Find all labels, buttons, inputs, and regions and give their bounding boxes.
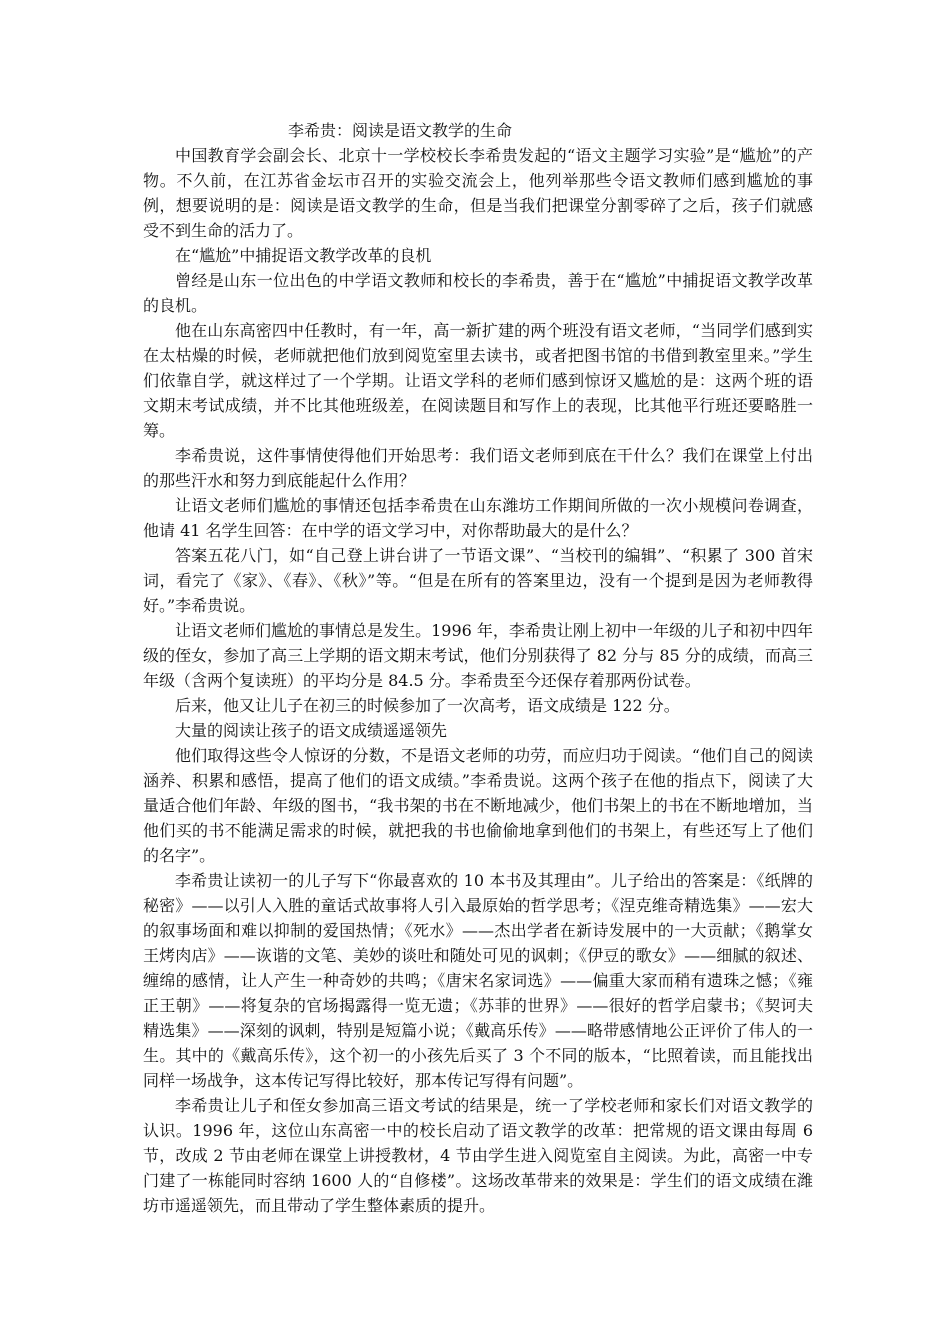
document-title: 李希贵：阅读是语文教学的生命 — [288, 121, 513, 140]
section-heading: 在“尴尬”中捕捉语文教学改革的良机 — [175, 246, 432, 265]
body-paragraph: 李希贵让读初一的儿子写下“你最喜欢的 10 本书及其理由”。儿子给出的答案是：《纸牌的秘密》——以引人入胜的童话式故事将人引入最原始的哲学思考；《涅克维奇精选集》——宏大的叙事场面和难以抑制的爱国热情；《死水》——杰出学者在新诗发展中的一大贡献；《鹅掌女王烤肉店》——诙谐的文笔、美妙的谈吐和随处可见的讽刺；《伊豆的歌女》——细腻的叙述、缠绵的感情，让人产生一种奇妙的共鸣；《唐宋名家词选》——偏重大家而稍有遗珠之憾；《雍正王朝》——将复杂的官场揭露得一览无遗；《苏菲的世界》——很好的哲学启蒙书；《契诃夫精选集》——深刻的讽刺，特别是短篇小说；《戴高乐传》——略带感情地公正评价了伟人的一生。其中的《戴高乐传》，这个初一的小孩先后买了 3 个不同的版本，“比照着读，而且能找出同样一场战争，这本传记写得比较好，那本传记写得有问题”。 — [143, 871, 813, 1090]
body-paragraph: 让语文老师们尴尬的事情还包括李希贵在山东潍坊工作期间所做的一次小规模问卷调查，他请 41 名学生回答：在中学的语文学习中，对你帮助最大的是什么？ — [143, 496, 813, 540]
body-paragraph: 李希贵让儿子和侄女参加高三语文考试的结果是，统一了学校老师和家长们对语文教学的认识。1996 年，这位山东高密一中的校长启动了语文教学的改革：把常规的语文课由每周 6 节，改成 2 节由老师在课堂上讲授教材，4 节由学生进入阅览室自主阅读。为此，高密一中专门建了一栋能同时容纳 1600 人的“自修楼”。这场改革带来的效果是：学生们的语文成绩在潍坊市遥遥领先，而且带动了学生整体素质的提升。 — [143, 1096, 813, 1215]
section-heading: 大量的阅读让孩子的语文成绩遥遥领先 — [175, 721, 448, 740]
body-paragraph: 后来，他又让儿子在初三的时候参加了一次高考，语文成绩是 122 分。 — [175, 696, 680, 715]
body-paragraph: 中国教育学会副会长、北京十一学校校长李希贵发起的“语文主题学习实验”是“尴尬”的产物。不久前，在江苏省金坛市召开的实验交流会上，他列举那些令语文教师们感到尴尬的事例，想要说明的是：阅读是语文教学的生命，但是当我们把课堂分割零碎了之后，孩子们就感受不到生命的活力了。 — [143, 146, 813, 240]
body-paragraph: 李希贵说，这件事情使得他们开始思考：我们语文老师到底在干什么？我们在课堂上付出的那些汗水和努力到底能起什么作用？ — [143, 446, 813, 490]
body-paragraph: 曾经是山东一位出色的中学语文教师和校长的李希贵，善于在“尴尬”中捕捉语文教学改革的良机。 — [143, 271, 813, 315]
document-body — [143, 143, 813, 1218]
document-page — [143, 118, 813, 1218]
body-paragraph: 让语文老师们尴尬的事情总是发生。1996 年，李希贵让刚上初中一年级的儿子和初中四年级的侄女，参加了高三上学期的语文期末考试，他们分别获得了 82 分与 85 分的成绩，而高三年级（含两个复读班）的平均分是 84.5 分。李希贵至今还保存着那两份试卷。 — [143, 621, 813, 690]
body-paragraph: 他们取得这些令人惊讶的分数，不是语文老师的功劳，而应归功于阅读。“他们自己的阅读涵养、积累和感悟，提高了他们的语文成绩。”李希贵说。这两个孩子在他的指点下，阅读了大量适合他们年龄、年级的图书，“我书架的书在不断地减少，他们书架上的书在不断地增加，当他们买的书不能满足需求的时候，就把我的书也偷偷地拿到他们的书架上，有些还写上了他们的名字”。 — [143, 746, 813, 865]
body-paragraph: 他在山东高密四中任教时，有一年，高一新扩建的两个班没有语文老师，“当同学们感到实在太枯燥的时候，老师就把他们放到阅览室里去读书，或者把图书馆的书借到教室里来。”学生们依靠自学，就这样过了一个学期。让语文学科的老师们感到惊讶又尴尬的是：这两个班的语文期末考试成绩，并不比其他班级差，在阅读题目和写作上的表现，比其他平行班还要略胜一筹。 — [143, 321, 813, 440]
body-paragraph: 答案五花八门，如“自己登上讲台讲了一节语文课”、“当校刊的编辑”、“积累了 300 首宋词，看完了《家》、《春》、《秋》”等。“但是在所有的答案里边，没有一个提到是因为老师教得好。”李希贵说。 — [143, 546, 813, 615]
